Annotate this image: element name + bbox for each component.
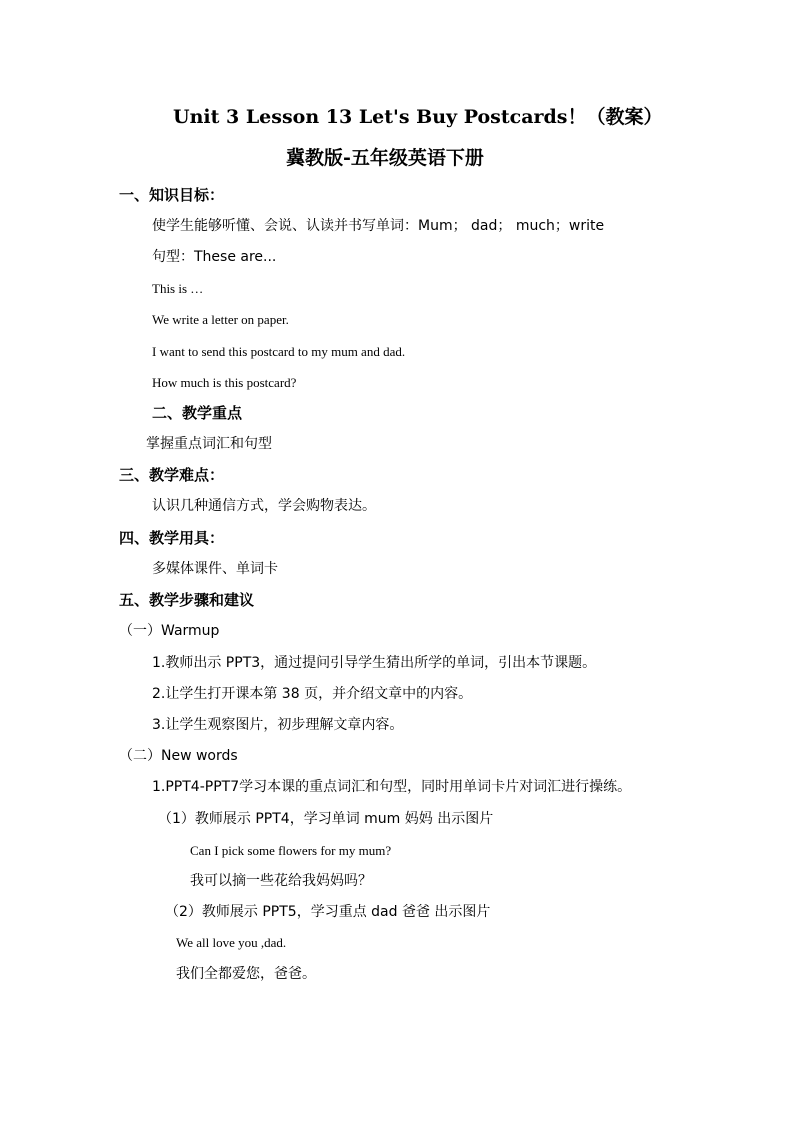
section-heading-objectives: 一、知识目标： <box>119 186 225 204</box>
example-sentence-en-2: We all love you ,dad. <box>176 935 287 950</box>
warmup-step-1: 1.教师出示 PPT3，通过提问引导学生猜出所学的单词，引出本节课题。 <box>152 655 597 671</box>
section-heading-materials: 四、教学用具： <box>119 529 225 547</box>
example-sentence-cn-1: 我可以摘一些花给我妈妈吗？ <box>190 873 372 889</box>
example-sentence-cn-2: 我们全都爱您，爸爸。 <box>176 966 316 982</box>
warmup-step-3: 3.让学生观察图片，初步理解文章内容。 <box>152 717 404 733</box>
pattern-line-3: I want to send this postcard to my mum and dad. <box>152 344 406 359</box>
pattern-line-1: This is … <box>152 281 204 296</box>
vocabulary-line: 使学生能够听懂、会说、认读并书写单词：Mum； dad； much；write <box>152 218 605 234</box>
new-words-sub-2: （2）教师展示 PPT5，学习重点 dad 爸爸 出示图片 <box>165 904 491 920</box>
part-new-words-label: （二）New words <box>119 748 238 764</box>
part-warmup-label: （一）Warmup <box>119 623 220 639</box>
section-heading-key-points: 二、教学重点 <box>152 404 243 422</box>
pattern-line-2: We write a letter on paper. <box>152 312 289 327</box>
sentence-pattern-label: 句型：These are... <box>152 249 277 265</box>
page-subtitle: 冀教版-五年级英语下册 <box>286 147 484 169</box>
pattern-line-4: How much is this postcard? <box>152 375 297 390</box>
new-words-step-1: 1.PPT4-PPT7学习本课的重点词汇和句型，同时用单词卡片对词汇进行操练。 <box>152 779 632 795</box>
difficulties-text: 认识几种通信方式，学会购物表达。 <box>152 498 376 514</box>
section-heading-steps: 五、教学步骤和建议 <box>119 591 255 609</box>
warmup-step-2: 2.让学生打开课本第 38 页，并介绍文章中的内容。 <box>152 686 473 702</box>
key-points-text: 掌握重点词汇和句型 <box>146 436 272 452</box>
new-words-sub-1: （1）教师展示 PPT4，学习单词 mum 妈妈 出示图片 <box>158 811 494 827</box>
section-heading-difficulties: 三、教学难点： <box>119 466 225 484</box>
materials-text: 多媒体课件、单词卡 <box>152 561 278 577</box>
example-sentence-en-1: Can I pick some flowers for my mum? <box>190 843 392 858</box>
page-title: Unit 3 Lesson 13 Let's Buy Postcards！（教案） <box>173 106 663 128</box>
